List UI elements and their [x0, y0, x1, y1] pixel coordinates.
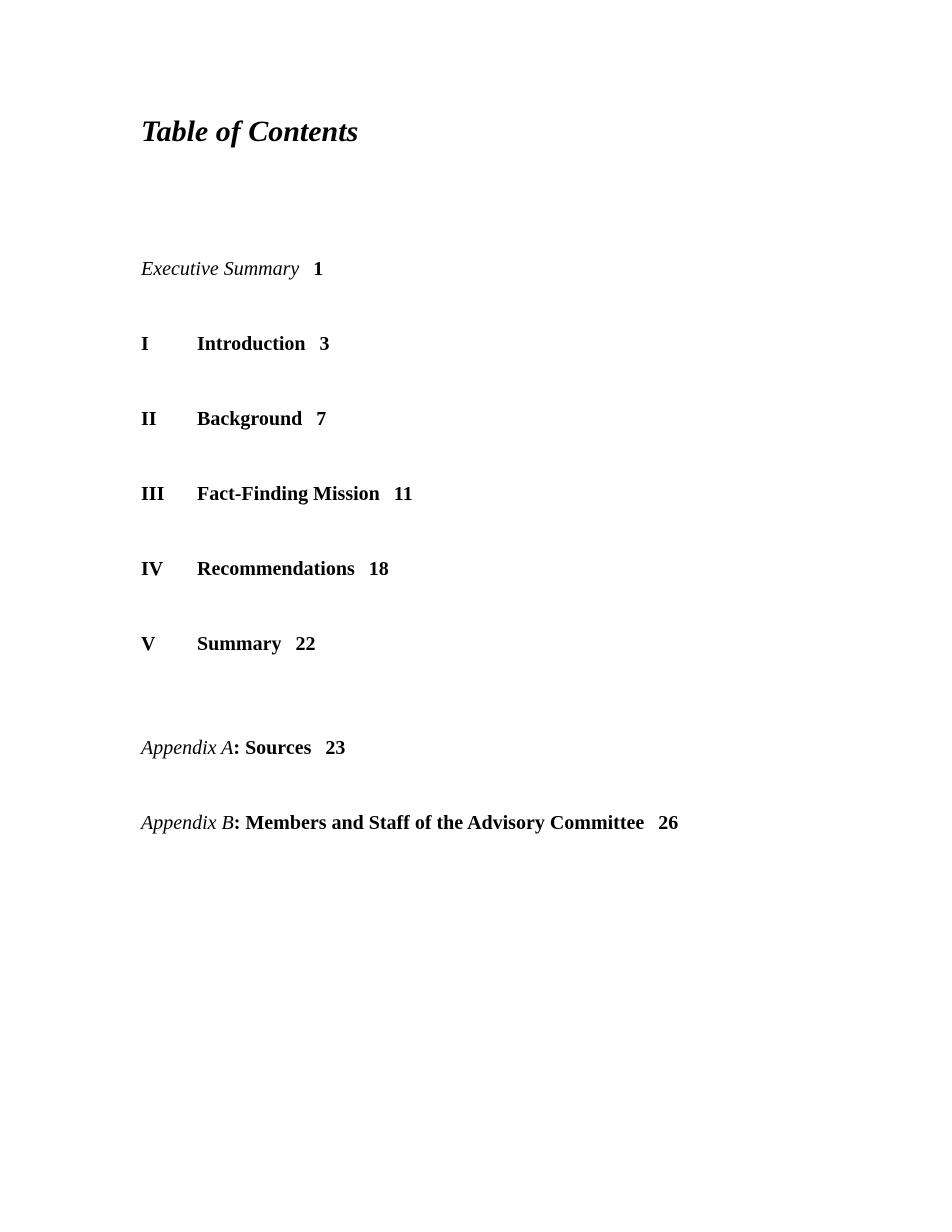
toc-entry-chapter-5[interactable]	[141, 632, 315, 656]
toc-page-number: 23	[325, 737, 346, 759]
page-title: Table of Contents	[141, 115, 359, 148]
toc-entry-label: Summary	[197, 633, 282, 655]
toc-page-number: 3	[319, 333, 330, 355]
toc-appendix-separator: :	[233, 737, 241, 759]
toc-chapter-number: V	[141, 633, 156, 655]
toc-entry-executive-summary[interactable]	[141, 257, 323, 281]
toc-chapter-number: II	[141, 408, 157, 430]
toc-entry-chapter-1[interactable]	[141, 332, 330, 356]
toc-entry-label: Sources	[245, 737, 312, 759]
toc-entry-label: Introduction	[197, 333, 306, 355]
toc-entry-label: Executive Summary	[141, 258, 300, 280]
toc-page-number: 7	[316, 408, 327, 430]
toc-entry-appendix-a[interactable]	[141, 736, 345, 760]
toc-page-number: 22	[295, 633, 316, 655]
toc-chapter-number: I	[141, 333, 149, 355]
toc-chapter-number: IV	[141, 558, 164, 580]
toc-entry-label: Background	[197, 408, 303, 430]
toc-entry-appendix-b[interactable]	[141, 811, 678, 835]
toc-page-number: 18	[368, 558, 389, 580]
toc-page-number: 1	[313, 258, 324, 280]
toc-chapter-number: III	[141, 483, 165, 505]
toc-appendix-prefix: Appendix A	[141, 737, 234, 759]
toc-entry-label: Fact-Finding Mission	[197, 483, 380, 505]
toc-entry-chapter-4[interactable]	[141, 557, 389, 581]
toc-entry-label: Members and Staff of the Advisory Committee	[245, 812, 645, 834]
toc-entry-chapter-3[interactable]	[141, 482, 413, 506]
toc-appendix-prefix: Appendix B	[141, 812, 234, 834]
toc-appendix-separator: :	[233, 812, 241, 834]
toc-page-number: 26	[658, 812, 679, 834]
toc-entry-label: Recommendations	[197, 558, 355, 580]
toc-entry-chapter-2[interactable]	[141, 407, 326, 431]
toc-page-number: 11	[393, 483, 413, 505]
